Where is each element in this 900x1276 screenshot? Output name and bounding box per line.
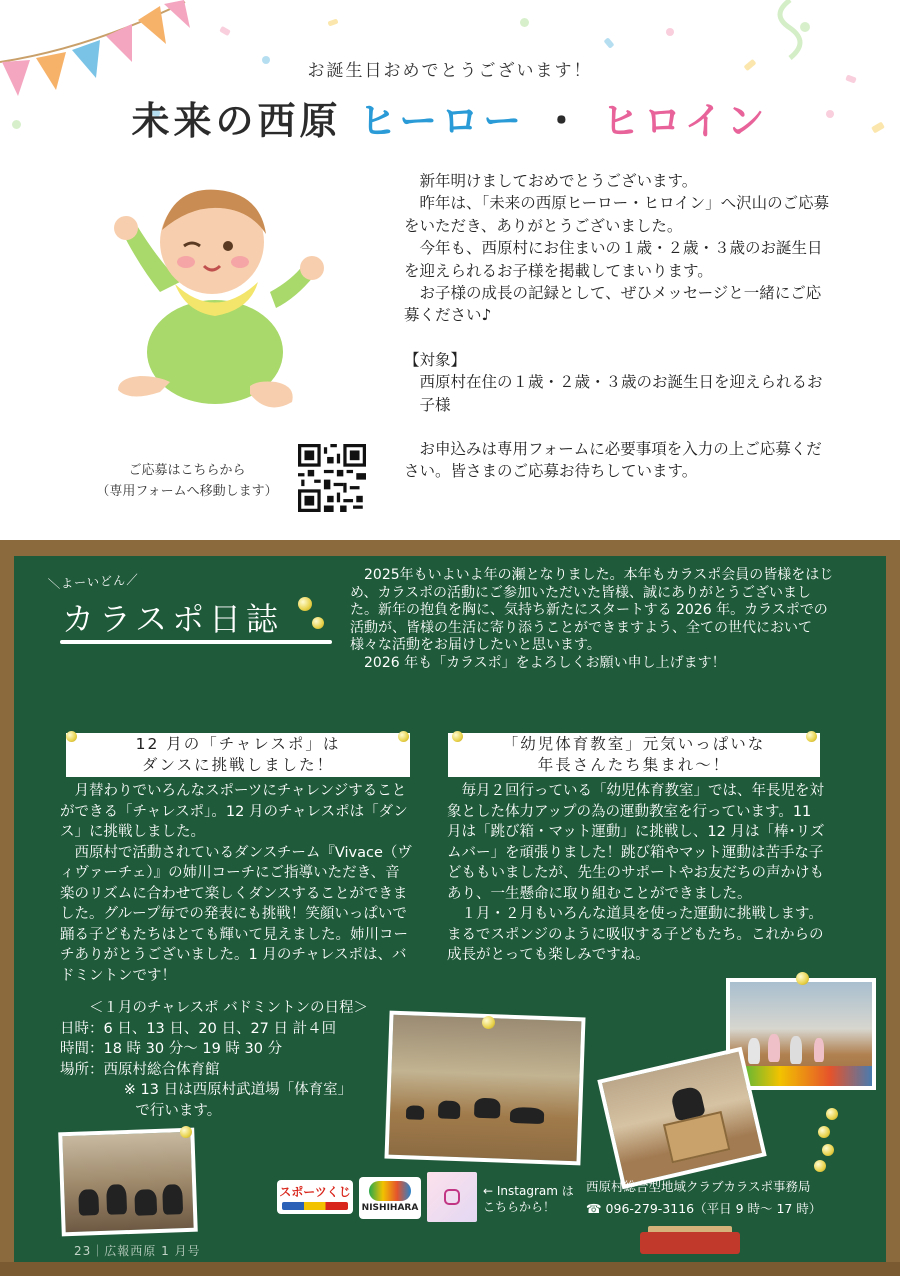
schedule-time: 時間：18 時 30 分～ 19 時 30 分: [60, 1041, 283, 1057]
confetti: [327, 18, 338, 26]
pin-dot: [814, 1160, 826, 1172]
pin-dot: [298, 597, 312, 611]
pin-dot: [66, 731, 77, 742]
badminton-schedule: [60, 998, 390, 1121]
intro-text: [404, 170, 834, 483]
heading-line: 12 月の「チャレスポ」は: [135, 735, 341, 753]
target-label: 【対象】: [404, 350, 467, 369]
schedule-title: ＜１月のチャレスポ バドミントンの日程＞: [89, 1000, 368, 1016]
heading-line: 年長さんたち集まれ～！: [537, 756, 731, 774]
sports-kuji-logo: [277, 1180, 353, 1214]
pin-dot: [826, 1108, 838, 1120]
heading-line: 「幼児体育教室」元気いっぱいな: [502, 735, 766, 753]
instagram-note-line: ← Instagram は: [483, 1184, 574, 1198]
apply-note-line: ご応募はこちらから: [128, 463, 246, 478]
schedule-note: で行います。: [135, 1102, 222, 1119]
instagram-qr-code[interactable]: [427, 1172, 477, 1222]
eraser-body: [640, 1232, 740, 1254]
confetti: [219, 26, 231, 36]
pin-dot: [398, 731, 409, 742]
intro-paragraph: 今年も、西原村にお住まいの１歳・２歳・３歳のお誕生日を迎えられるお子様を掲載してまいります。: [404, 239, 823, 280]
schedule-note: ※ 13 日は西原村武道場「体育室」: [123, 1082, 353, 1098]
right-article-body: [447, 781, 829, 966]
pin-dot: [806, 731, 817, 742]
confetti: [520, 18, 529, 27]
chalk-rail: [0, 1262, 900, 1276]
dance-group-photo: [58, 1128, 198, 1237]
title-separator: ・: [542, 99, 585, 143]
pin-dot: [818, 1126, 830, 1138]
birthday-section: [0, 0, 900, 540]
confetti: [666, 28, 674, 36]
pin-dot: [822, 1144, 834, 1156]
heading-line: ダンスに挑戦しました！: [141, 756, 335, 774]
diary-intro-paragraph: 2026 年も「カラスポ」をよろしくお願い申し上げます！: [364, 654, 726, 671]
dance-photo: [384, 1011, 585, 1166]
title-part-hero: ヒーロー: [358, 99, 526, 143]
pin-dot: [180, 1126, 192, 1138]
pin-dot: [312, 617, 324, 629]
apply-text: お申込みは専用フォームに必要事項を入力の上ご応募ください。皆さまのご応募お待ちしています。: [404, 440, 822, 481]
gym-class-photo: [726, 978, 876, 1090]
intro-paragraph: 新年明けましておめでとうございます。: [419, 172, 698, 190]
karaspo-logo: [359, 1177, 421, 1219]
left-article-heading: [66, 733, 410, 777]
office-contact: [586, 1176, 826, 1220]
schedule-date: 日時：6 日、13 日、20 日、27 日 計４回: [60, 1020, 337, 1037]
greeting-text: お誕生日おめでとうございます！: [307, 61, 593, 81]
title-part-1: 未来の西原: [131, 99, 342, 143]
pin-dot: [796, 972, 809, 985]
diary-intro-paragraph: 2025年もいよいよ年の瀬となりました。本年もカラスポ会員の皆様をはじめ、カラスポの活動にご参加いただいた皆様、誠にありがとうございました。新年の抱負を胸に、気持ち新たにスタートする 2026 年。カラスポでの活動が、皆様の生活に寄り添うことができますよう、全ての世代において様々な活動をお届けしたいと思います。: [350, 567, 834, 654]
diary-title: カラスポ日誌: [62, 600, 284, 638]
article-paragraph: 西原村で活動されているダンスチーム『Vivace（ヴィヴァーチェ）』の姉川コーチにご指導いただき、音楽のリズムに合わせて楽しくダンスすることができました。グループ毎での発表にも挑戦！笑顔いっぱいで踊る子どもたちはとても輝いて見えました。姉川コーチありがとうございました。1 月のチャレスポは、バドミントンです！: [60, 844, 412, 984]
article-paragraph: 毎月２回行っている「幼児体育教室」では、年長児を対象とした体力アップの為の運動教室を行っています。11 月は「跳び箱・マット運動」に挑戦し、12 月は「棒･リズムバー」を頑張りました！跳び箱やマット運動は苦手な子どももいましたが、先生のサポートやお友だちの声かけもあり、一生懸命に取り組むことができました。: [447, 783, 825, 902]
instagram-icon: [444, 1189, 460, 1205]
baby-illustration: [100, 172, 330, 422]
article-paragraph: １月・２月もいろんな道具を使った運動に挑戦します。まるでスポンジのように吸収する子どもたち。これからの成長がとっても楽しみですね。: [447, 906, 824, 963]
schedule-place: 場所：西原村総合体育館: [60, 1061, 220, 1078]
intro-paragraph: お子様の成長の記録として、ぜひメッセージと一緒にご応募ください♪: [404, 284, 822, 325]
office-name: 西原村総合型地域クラブカラスポ事務局: [586, 1179, 811, 1194]
page-title: [0, 90, 900, 145]
title-underline: [60, 640, 332, 644]
apply-note: [62, 460, 312, 502]
qr-code-icon[interactable]: [298, 444, 366, 512]
diary-kicker: ＼よーいどん／: [47, 572, 140, 592]
diary-intro: [350, 567, 835, 673]
intro-paragraph: 昨年は、「未来の西原ヒーロー・ヒロイン」へ沢山のご応募をいただき、ありがとうございました。: [404, 194, 830, 235]
page-number: 23｜広報西原 1 月号: [74, 1244, 201, 1258]
target-text: 西原村在住の１歳・２歳・３歳のお誕生日を迎えられるお子様: [419, 373, 823, 414]
instagram-note: [483, 1183, 574, 1215]
left-article-body: [60, 781, 414, 986]
right-article-heading: [448, 733, 820, 777]
pin-dot: [482, 1016, 495, 1029]
sports-kuji-text: スポーツくじ: [279, 1185, 351, 1199]
instagram-note-line: こちらから！: [483, 1200, 556, 1214]
title-part-heroine: ヒロイン: [601, 99, 769, 143]
article-paragraph: 月替わりでいろんなスポーツにチャレンジすることができる「チャレスポ」。12 月のチャレスポは「ダンス」に挑戦しました。: [60, 783, 408, 840]
office-phone: ☎ 096-279-3116（平日 9 時～ 17 時）: [586, 1201, 822, 1216]
confetti: [603, 37, 614, 49]
pin-dot: [452, 731, 463, 742]
apply-note-line: （専用フォームへ移動します）: [96, 484, 278, 499]
streamer-decoration: [760, 0, 820, 60]
karaspo-logo-text: NISHIHARA: [361, 1203, 419, 1213]
